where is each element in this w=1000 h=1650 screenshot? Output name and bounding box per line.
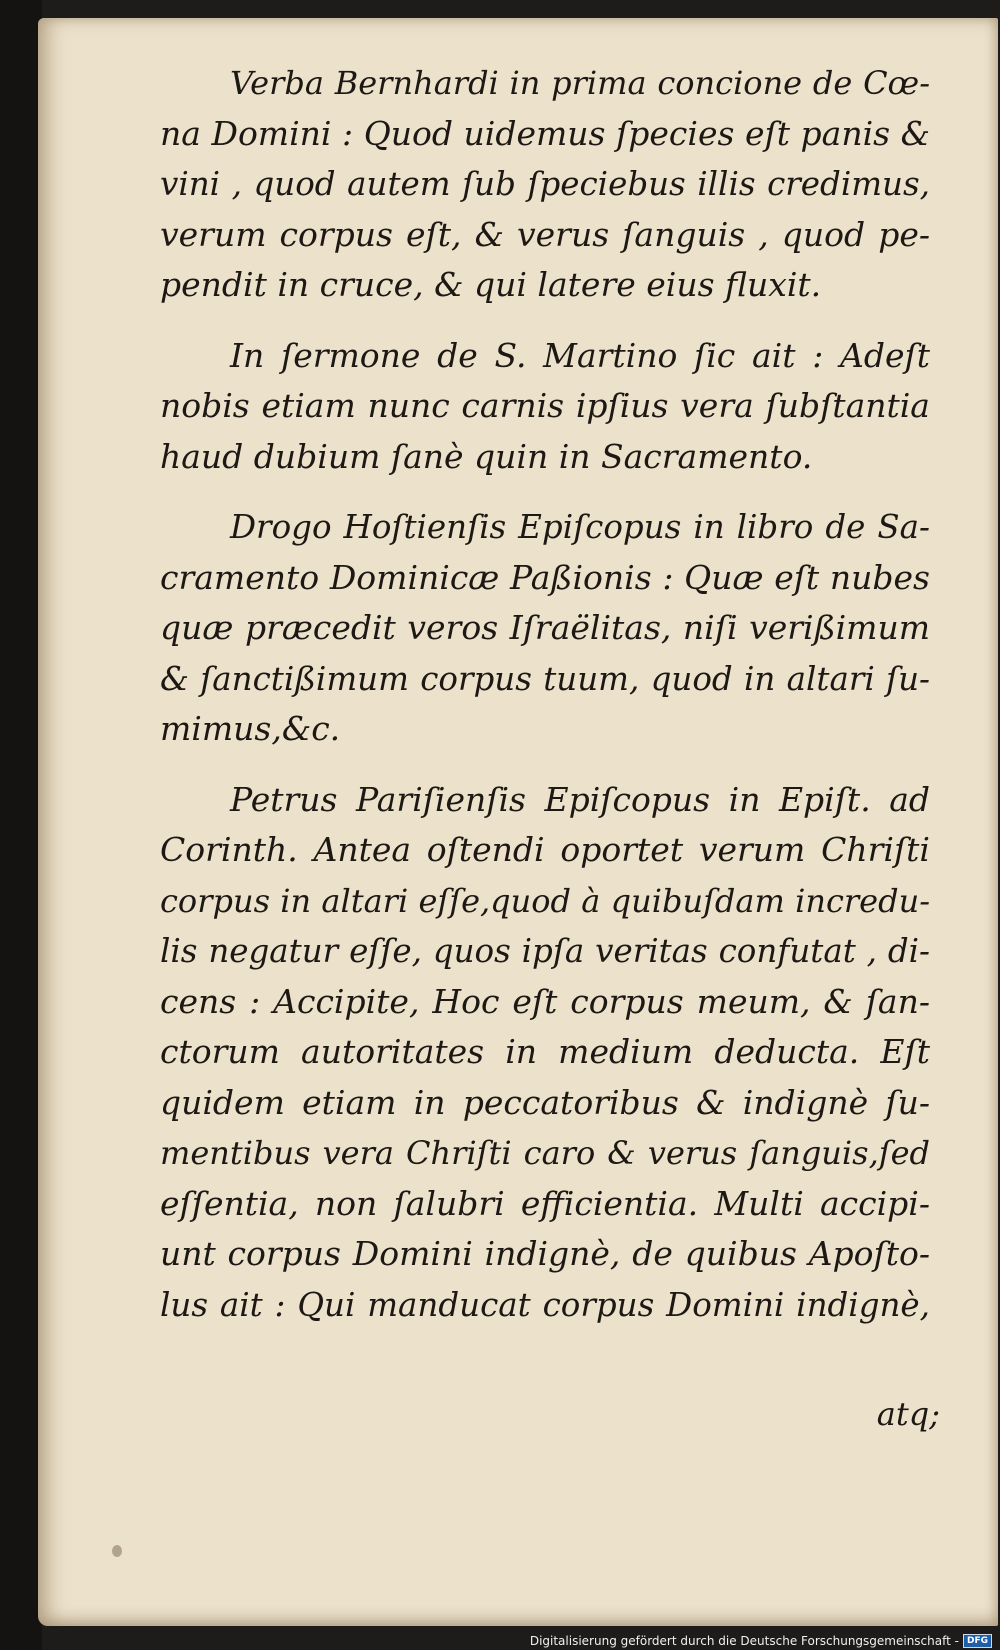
digitization-footer bbox=[530, 1634, 992, 1648]
text-line: eſſentia, non ſalubri efficientia. Multi accipi- bbox=[160, 1183, 930, 1223]
text-line: pendit in cruce, & qui latere eius fluxit. bbox=[160, 265, 822, 304]
text-line: na Domini : Quod uidemus ſpecies eſt panis & bbox=[160, 113, 930, 153]
page-text-block bbox=[160, 58, 930, 1330]
text-line: quidem etiam in peccatoribus & indignè ſu- bbox=[160, 1082, 930, 1122]
text-line: Corinth. Antea oſtendi oportet verum Chriſti bbox=[160, 830, 930, 869]
text-line: In ſermone de S. Martino ſic ait : Adeſt bbox=[230, 335, 930, 375]
text-line: haud dubium ſanè quin in Sacramento. bbox=[160, 436, 813, 476]
text-line: lis negatur eſſe, quos ipſa veritas confutat , di- bbox=[160, 932, 930, 970]
text-line: cens : Accipite, Hoc eſt corpus meum, & ſan- bbox=[160, 981, 930, 1021]
text-line: mimus,&c. bbox=[160, 709, 341, 748]
text-line: mentibus vera Chriſti caro & verus ſanguis,ſed bbox=[160, 1134, 930, 1172]
paper-stain bbox=[112, 1545, 122, 1557]
text-line: corpus in altari eſſe,quod à quibuſdam incredu- bbox=[160, 881, 930, 920]
text-line: unt corpus Domini indignè, de quibus Apoſto- bbox=[160, 1234, 930, 1273]
text-line: vini , quod autem ſub ſpeciebus illis credimus, bbox=[160, 165, 930, 203]
paragraph-martino bbox=[160, 331, 930, 483]
paragraph-drogo bbox=[160, 502, 930, 755]
text-line: ctorum autoritates in medium deducta. Eſt bbox=[160, 1032, 930, 1071]
paragraph-bernhardi bbox=[160, 58, 930, 311]
text-line: verum corpus eſt, & verus ſanguis , quod pe- bbox=[160, 214, 930, 254]
text-line: nobis etiam nunc carnis ipſius vera ſubſtantia bbox=[160, 386, 930, 425]
text-line: Drogo Hoſtienſis Epiſcopus in libro de Sa- bbox=[230, 508, 930, 546]
text-line: & ſanctißimum corpus tuum, quod in altari ſu- bbox=[160, 659, 930, 698]
text-line: cramento Dominicæ Paßionis : Quæ eſt nubes bbox=[160, 557, 930, 597]
text-line: quæ præcedit veros Iſraëlitas, niſi verißimum bbox=[160, 608, 930, 647]
text-line: Verba Bernhardi in prima concione de Cœ- bbox=[230, 64, 930, 102]
text-line: lus ait : Qui manducat corpus Domini indignè, bbox=[160, 1285, 930, 1324]
text-line: Petrus Pariſienſis Epiſcopus in Epiſt. ad bbox=[230, 779, 930, 819]
paragraph-petrus bbox=[160, 775, 930, 1331]
book-binding-shadow bbox=[0, 0, 42, 1650]
dfg-logo: DFG bbox=[963, 1634, 992, 1648]
catchword: atq; bbox=[876, 1395, 940, 1433]
funding-credit: Digitalisierung gefördert durch die Deutsche Forschungsgemeinschaft - bbox=[529, 1634, 959, 1648]
